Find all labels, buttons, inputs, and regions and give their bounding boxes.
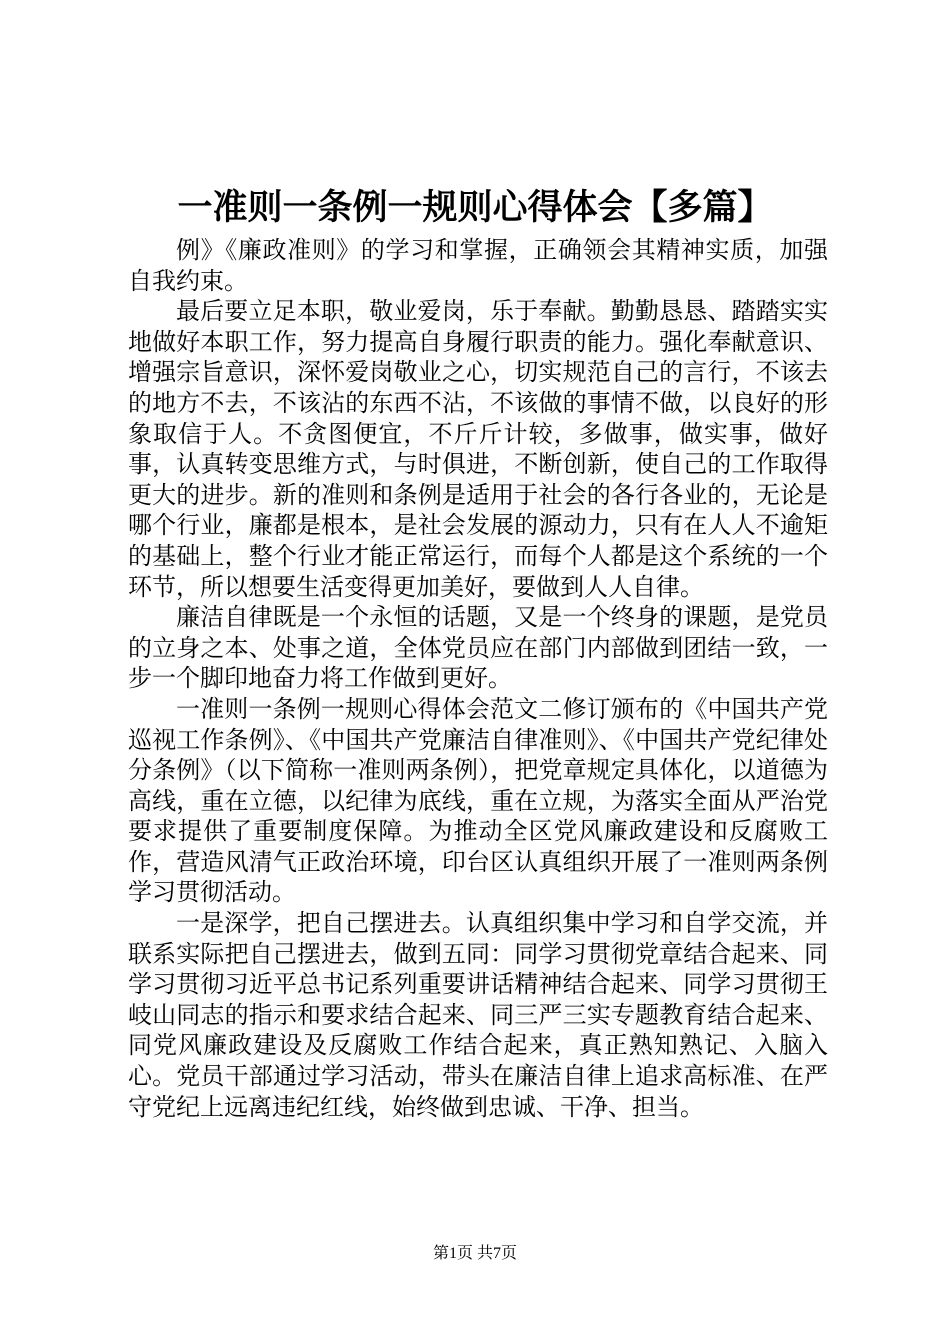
page-number-footer: 第1页 共7页 (432, 1245, 517, 1262)
paragraph-1: 例》《廉政准则》的学习和掌握，正确领会其精神实质，加强自我约束。 (128, 236, 828, 295)
paragraph-2: 最后要立足本职，敬业爱岗，乐于奉献。勤勤恳恳、踏踏实实地做好本职工作，努力提高自身履行职责的能力。强化奉献意识、增强宗旨意识，深怀爱岗敬业之心，切实规范自己的言行，不该去的地方不去，不该沾的东西不沾，不该做的事情不做，以良好的形象取信于人。不贪图便宜，不斤斤计较，多做事，做实事，做好事，认真转变思维方式，与时俱进，不断创新，使自己的工作取得更大的进步。新的准则和条例是适用于社会的各行各业的，无论是哪个行业，廉都是根本，是社会发展的源动力，只有在人人不逾矩的基础上，整个行业才能正常运行，而每个人都是这个系统的一个环节，所以想要生活变得更加美好，要做到人人自律。 (128, 297, 828, 601)
document-body (128, 235, 828, 1122)
paragraph-5: 一是深学，把自己摆进去。认真组织集中学习和自学交流，并联系实际把自己摆进去，做到五同：同学习贯彻党章结合起来、同学习贯彻习近平总书记系列重要讲话精神结合起来、同学习贯彻王岐山同志的指示和要求结合起来、同三严三实专题教育结合起来、同党风廉政建设及反腐败工作结合起来，真正熟知熟记、入脑入心。党员干部通过学习活动，带头在廉洁自律上追求高标准、在严守党纪上远离违纪红线，始终做到忠诚、干净、担当。 (128, 909, 828, 1121)
paragraph-3: 廉洁自律既是一个永恒的话题，又是一个终身的课题，是党员的立身之本、处事之道，全体党员应在部门内部做到团结一致，一步一个脚印地奋力将工作做到更好。 (128, 603, 828, 693)
document-title: 一准则一条例一规则心得体会【多篇】 (177, 187, 773, 228)
paragraph-4: 一准则一条例一规则心得体会范文二修订颁布的《中国共产党巡视工作条例》、《中国共产党廉洁自律准则》、《中国共产党纪律处分条例》（以下简称一准则两条例），把党章规定具体化，以道德为高线，重在立德，以纪律为底线，重在立规，为落实全面从严治党要求提供了重要制度保障。为推动全区党风廉政建设和反腐败工作，营造风清气正政治环境，印台区认真组织开展了一准则两条例学习贯彻活动。 (128, 694, 828, 907)
